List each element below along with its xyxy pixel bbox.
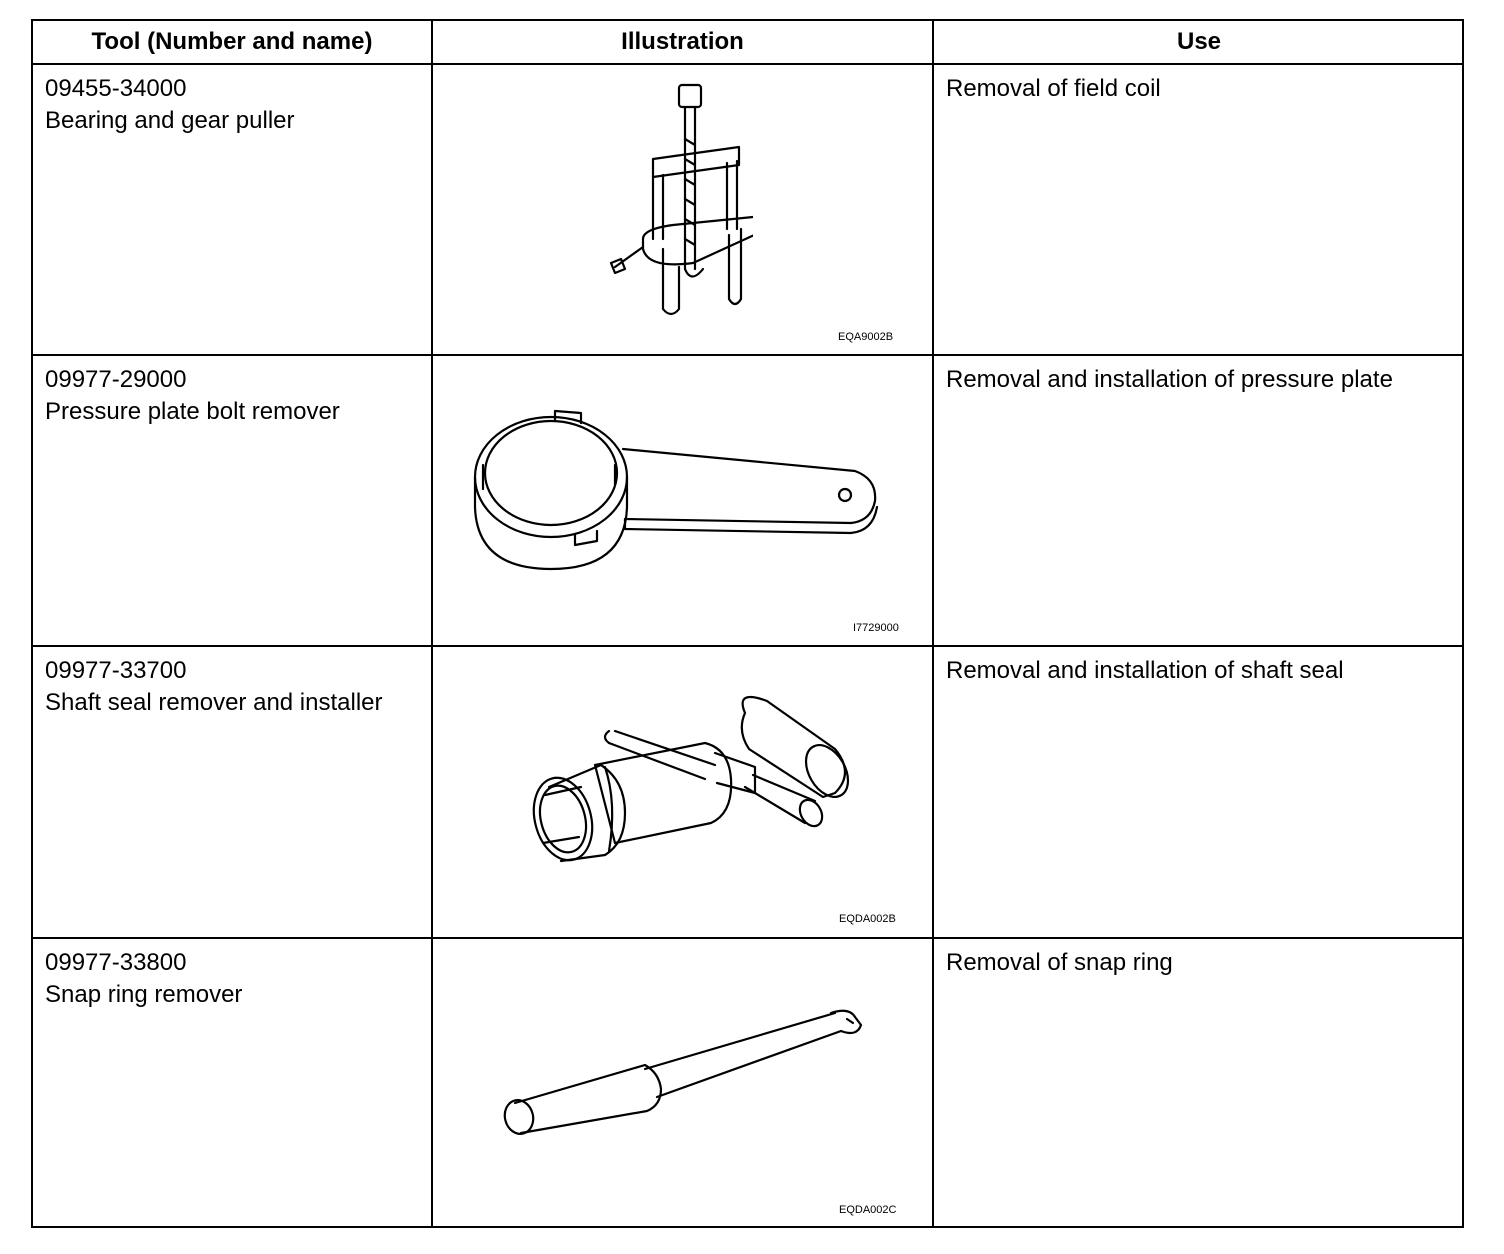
bearing-puller-icon: [603, 79, 753, 319]
use-text: Removal and installation of shaft seal: [946, 657, 1344, 684]
tool-name: Bearing and gear puller: [45, 107, 295, 134]
illustration-code: EQA9002B: [838, 331, 894, 343]
tool-name: Snap ring remover: [45, 981, 243, 1008]
header-tool: Tool (Number and name): [91, 28, 373, 55]
row-divider: [33, 937, 1462, 939]
illustration-code: I7729000: [853, 622, 899, 634]
row-divider: [33, 63, 1462, 65]
bolt-remover-wrench-icon: [465, 399, 885, 579]
illustration-code: EQDA002C: [839, 1204, 897, 1216]
row-divider: [33, 645, 1462, 647]
use-text: Removal and installation of pressure plate: [946, 366, 1393, 393]
snap-ring-remover-icon: [495, 993, 865, 1143]
tool-cell: [45, 73, 295, 137]
tool-number: 09977-33800: [45, 949, 187, 976]
illustration-code: EQDA002B: [839, 913, 896, 925]
tool-cell: [45, 947, 242, 1011]
shaft-seal-tool-icon: [505, 683, 855, 883]
special-tools-table: [31, 19, 1464, 1228]
use-text: Removal of snap ring: [946, 949, 1173, 976]
column-divider: [932, 21, 934, 1226]
row-divider: [33, 354, 1462, 356]
header-use: Use: [1176, 28, 1222, 55]
tool-name: Shaft seal remover and installer: [45, 689, 383, 716]
tool-cell: [45, 364, 340, 428]
use-text: Removal of field coil: [946, 75, 1161, 102]
tool-number: 09977-33700: [45, 657, 187, 684]
tool-number: 09455-34000: [45, 75, 187, 102]
header-illustration: Illustration: [621, 28, 744, 55]
column-divider: [431, 21, 433, 1226]
tool-cell: [45, 655, 383, 719]
tool-name: Pressure plate bolt remover: [45, 398, 340, 425]
tool-number: 09977-29000: [45, 366, 187, 393]
